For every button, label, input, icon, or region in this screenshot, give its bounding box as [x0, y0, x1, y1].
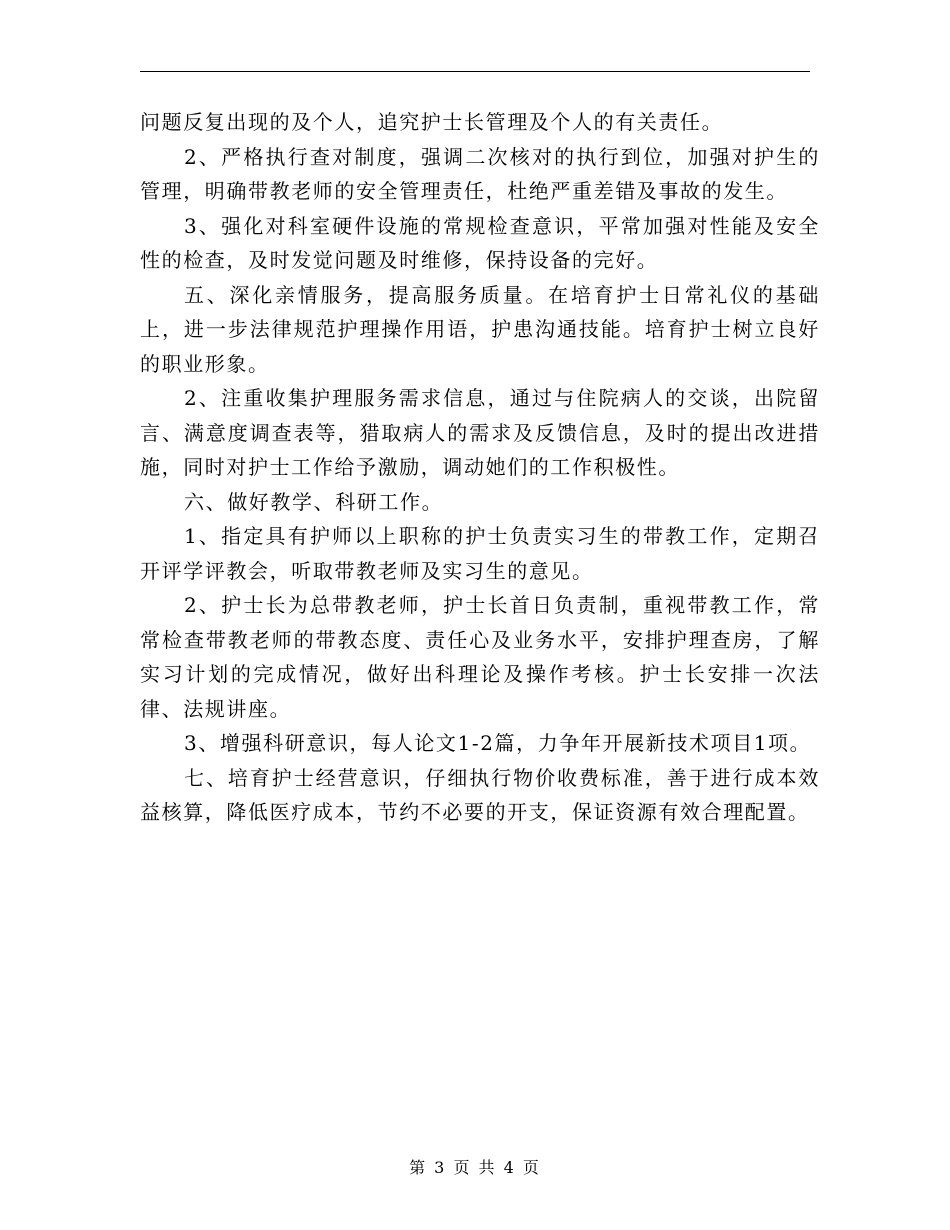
paragraph-6: 六、做好教学、科研工作。: [184, 489, 444, 514]
paragraph-5: 2、注重收集护理服务需求信息，通过与住院病人的交谈，出院留言、满意度调查表等，猎取病人的需求及反馈信息，及时的提出改进措施，同时对护士工作给予激励，调动她们的工作积极性。: [140, 386, 820, 479]
paragraph-4: 五、深化亲情服务，提高服务质量。在培育护士日常礼仪的基础上，进一步法律规范护理操作用语，护患沟通技能。培育护士树立良好的职业形象。: [140, 282, 820, 376]
paragraph-3: 3、强化对科室硬件设施的常规检查意识，平常加强对性能及安全性的检查，及时发觉问题及时维修，保持设备的完好。: [140, 213, 820, 272]
paragraph-1: 问题反复出现的及个人，追究护士长管理及个人的有关责任。: [140, 110, 724, 134]
paragraph-9: 3、增强科研意识，每人论文1-2篇，力争年开展新技术项目1项。: [184, 731, 812, 755]
paragraph-2: 2、严格执行查对制度，强调二次核对的执行到位，加强对护生的管理，明确带教老师的安全管理责任，杜绝严重差错及事故的发生。: [140, 144, 820, 203]
paragraph-8: 2、护士长为总带教老师，护士长首日负责制，重视带教工作，常常检查带教老师的带教态度、责任心及业务水平，安排护理查房，了解实习计划的完成情况，做好出科理论及操作考核。护士长安排一次法律、法规讲座。: [140, 593, 820, 721]
page-number-label: 第 3 页 共 4 页: [409, 1158, 541, 1177]
document-body: [140, 105, 820, 830]
page-footer: [0, 1155, 950, 1178]
paragraph-7: 1、指定具有护师以上职称的护士负责实习生的带教工作，定期召开评学评教会，听取带教老师及实习生的意见。: [140, 524, 820, 583]
header-rule: [140, 71, 810, 72]
paragraph-10: 七、培育护士经营意识，仔细执行物价收费标准，善于进行成本效益核算，降低医疗成本，节约不必要的开支，保证资源有效合理配置。: [140, 765, 820, 824]
